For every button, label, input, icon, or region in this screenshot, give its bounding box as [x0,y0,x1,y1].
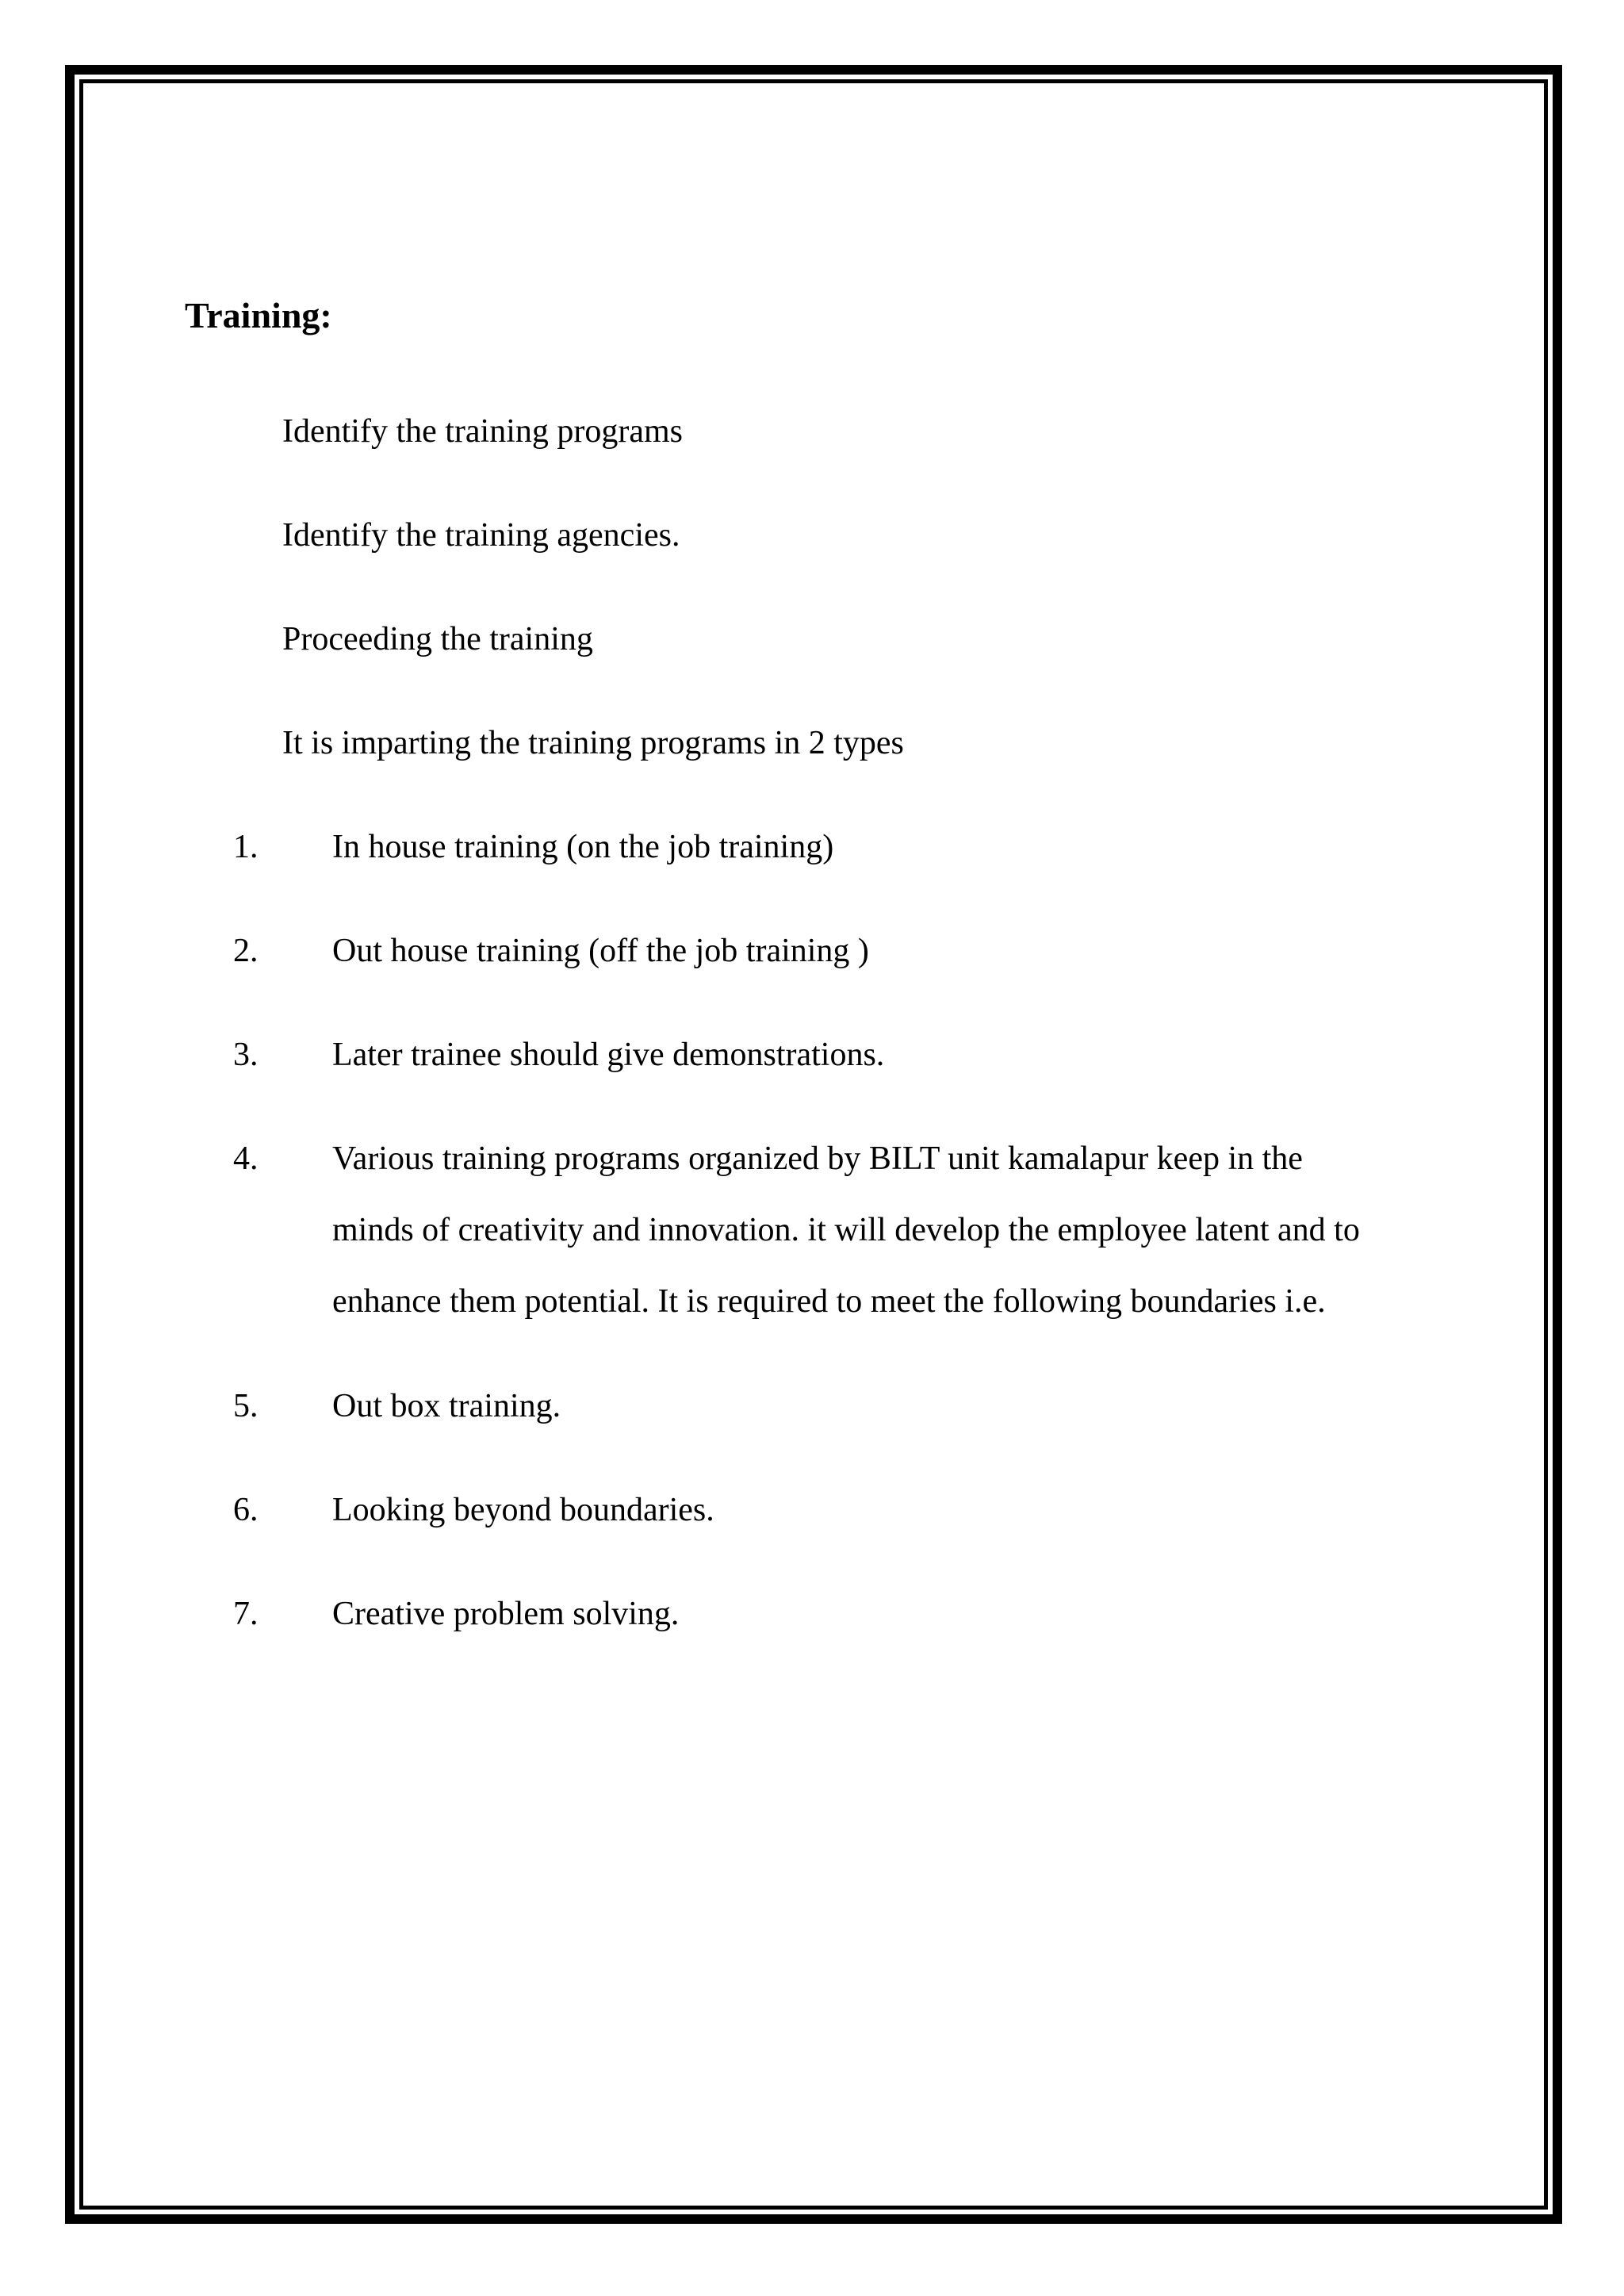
list-item-number: 6. [233,1492,259,1528]
list-item-number: 1. [233,829,259,865]
list-item-number: 7. [233,1596,259,1632]
section-heading: Training: [185,295,332,335]
list-item-text-block [332,1142,1360,1356]
list-item-text: Out box training. [332,1388,561,1424]
list-item-text: Looking beyond boundaries. [332,1492,714,1528]
list-item-text-line: enhance them potential. It is required to meet the following boundaries i.e. [332,1283,1326,1320]
list-item-text: Later trainee should give demonstrations. [332,1037,885,1073]
list-item-text-line: minds of creativity and innovation. it will develop the employee latent and to [332,1212,1360,1248]
list-item-number: 4. [233,1140,259,1177]
list-item-text: In house training (on the job training) [332,829,834,865]
paragraph: Identify the training programs [282,413,684,450]
paragraph: It is imparting the training programs in 2 types [282,725,904,761]
list-item-text: Out house training (off the job training ) [332,933,869,969]
paragraph: Proceeding the training [282,621,593,657]
list-item-number: 2. [233,933,259,969]
list-item-text-line: Various training programs organized by BILT unit kamalapur keep in the [332,1140,1303,1177]
list-item-number: 3. [233,1037,259,1073]
list-item-text: Creative problem solving. [332,1596,680,1632]
list-item-number: 5. [233,1388,259,1424]
paragraph: Identify the training agencies. [282,517,680,554]
